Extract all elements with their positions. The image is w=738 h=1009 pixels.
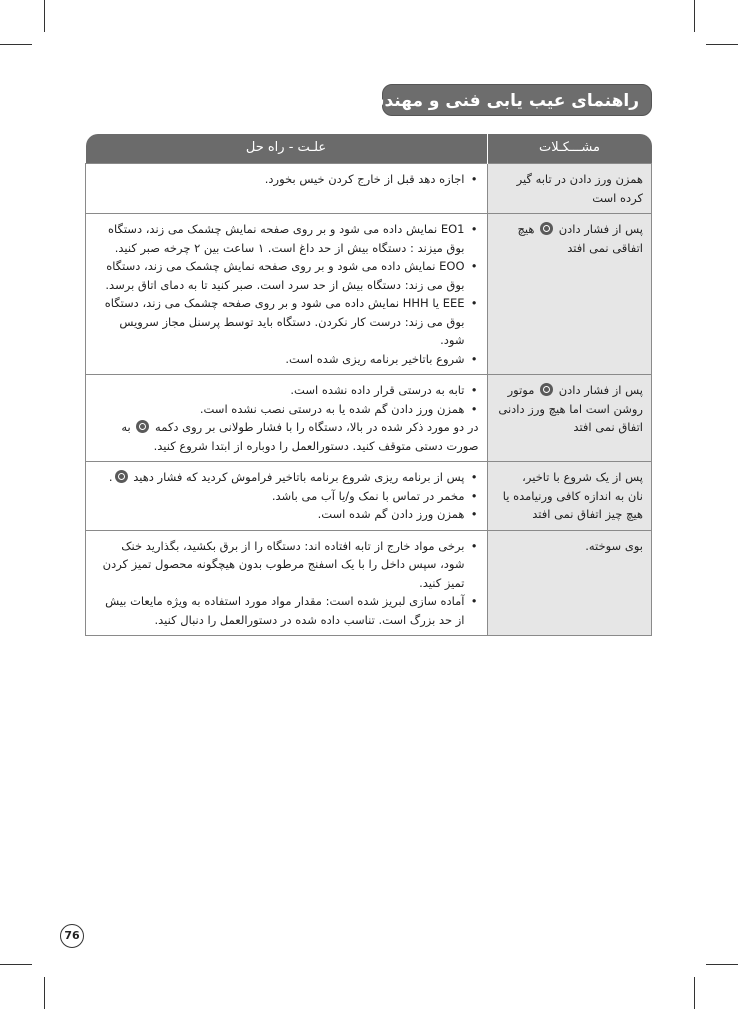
solution-cell <box>86 530 488 636</box>
solution-item: • اجازه دهد قبل از خارج کردن خیس بخورد. <box>94 170 465 189</box>
solution-text: پس از برنامه ریزی شروع برنامه باتاخیر فراموش کردید که فشار دهید <box>133 470 465 484</box>
solution-item: • EOO نمایش داده می شود و بر روی صفحه نمایش چشمک می زند، دستگاه بوق می زند: دستگاه بیش از حد سرد است. صبر کنید تا به دمای اتاق برسد. <box>94 257 465 294</box>
solution-item: • مخمر در تماس با نمک و/یا آب می باشد. <box>94 487 465 506</box>
start-stop-button-icon <box>136 420 149 433</box>
table-row <box>86 214 652 375</box>
solution-item: • EO1 نمایش داده می شود و بر روی صفحه نمایش چشمک می زند، دستگاه بوق میزند : دستگاه بیش از حد داغ است. ۱ ساعت بین ۲ چرخه صبر کنید. <box>94 220 465 257</box>
solution-cell <box>86 164 488 214</box>
crop-mark <box>0 964 32 965</box>
problem-text: پس از فشار دادن <box>558 383 643 397</box>
crop-mark <box>44 0 45 32</box>
table-row <box>86 462 652 531</box>
problem-text: اتفاقی نمی افتد <box>567 240 643 255</box>
note-text: به صورت دستی متوقف کنید. دستورالعمل را دوباره از ابتدا شروع کنید. <box>121 420 479 453</box>
start-stop-button-icon <box>540 383 553 396</box>
note-text: در دو مورد ذکر شده در بالا، دستگاه را با فشار طولانی بر روی دکمه <box>155 420 479 434</box>
problem-text: هیچ <box>517 222 535 236</box>
problem-text: پس از یک شروع با تاخیر، <box>522 470 643 484</box>
solution-item: • همزن ورز دادن گم شده یا به درستی نصب نشده است. <box>94 400 465 419</box>
crop-mark <box>0 44 32 45</box>
start-stop-button-icon <box>540 222 553 235</box>
problem-text: هیچ چیز اتفاق نمی افتد <box>532 507 643 521</box>
problem-text: کرده است <box>592 190 643 205</box>
solution-item: • همزن ورز دادن گم شده است. <box>94 505 465 524</box>
troubleshooting-table <box>85 134 652 636</box>
table-row <box>86 530 652 636</box>
solution-item: • آماده سازی لبریز شده است: مقدار مواد مورد استفاده به ویژه مایعات بیش از حد بزرگ است. تناسب داده شده در دستورالعمل را دنبال کنید. <box>94 592 465 629</box>
crop-mark <box>706 44 738 45</box>
table-header-row <box>86 134 652 164</box>
problem-cell <box>487 530 652 636</box>
section-header <box>350 84 652 116</box>
solution-cell <box>86 214 488 375</box>
crop-mark <box>44 977 45 1009</box>
solution-item: • EEE یا HHH نمایش داده می شود و بر روی صفحه چشمک می زند، دستگاه بوق می زند: درست کار نکردن. دستگاه باید توسط پرسنل مجاز سرویس شود. <box>94 294 465 350</box>
table-row <box>86 164 652 214</box>
solution-item: • پس از برنامه ریزی شروع برنامه باتاخیر فراموش کردید که فشار دهید . <box>94 468 465 487</box>
crop-mark <box>706 964 738 965</box>
problem-text: بوی سوخته. <box>585 538 643 553</box>
problem-cell <box>487 164 652 214</box>
solution-cell <box>86 462 488 531</box>
solution-note <box>94 418 479 455</box>
page-title: راهنمای عیب یابی فنی و مهندسی <box>350 91 639 111</box>
crop-mark <box>694 0 695 32</box>
solution-item: • شروع باتاخیر برنامه ریزی شده است. <box>94 350 465 369</box>
column-header-solution: علـت - راه حل <box>86 134 488 164</box>
problem-text: نان به اندازه کافی ورنیامده یا <box>502 488 643 503</box>
column-header-problem: مشـــکـلات <box>487 134 652 164</box>
page-number: 76 <box>60 924 84 948</box>
solution-item: • تابه به درستی قرار داده نشده است. <box>94 381 465 400</box>
crop-mark <box>694 977 695 1009</box>
problem-text: همزن ورز دادن در تابه گیر <box>516 172 643 186</box>
problem-text: پس از فشار دادن <box>558 222 643 236</box>
table-row <box>86 375 652 462</box>
problem-cell <box>487 375 652 462</box>
problem-cell <box>487 462 652 531</box>
solution-item: • برخی مواد خارج از تابه افتاده اند: دستگاه را از برق بکشید، بگذارید خنک شود، سپس داخل را با یک اسفنج مرطوب بدون هیچگونه محصول تمیز کردن تمیز کنید. <box>94 537 465 593</box>
problem-cell <box>487 214 652 375</box>
problem-text: موتور روشن است اما هیچ ورز دادنی اتفاق نمی افتد <box>498 383 643 434</box>
solution-cell <box>86 375 488 462</box>
start-stop-button-icon <box>115 470 128 483</box>
